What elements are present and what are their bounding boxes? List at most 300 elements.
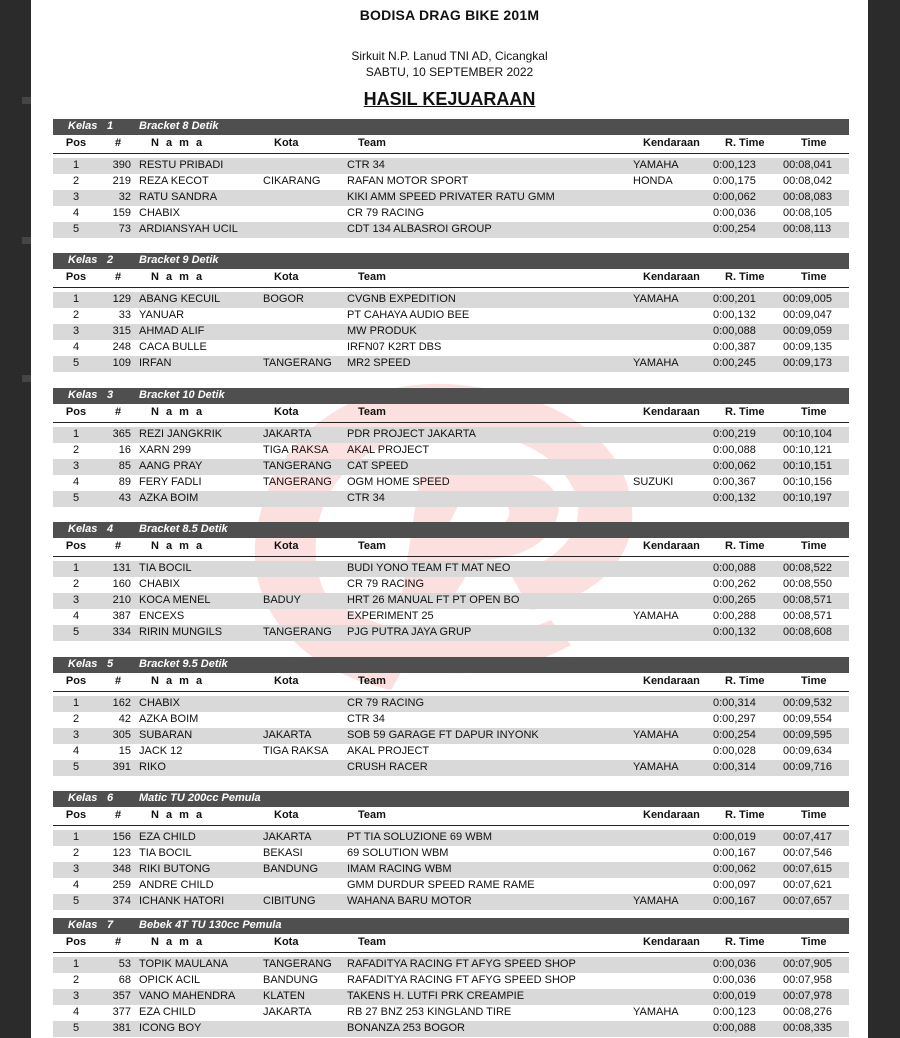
column-header-city: Kota — [274, 809, 299, 821]
result-rows — [53, 292, 849, 372]
cell-name: JACK 12 — [139, 745, 183, 757]
cell-name: AANG PRAY — [139, 460, 203, 472]
cell-pos: 1 — [72, 428, 80, 440]
class-title-bar — [53, 918, 849, 934]
cell-vehicle: YAMAHA — [633, 293, 679, 305]
cell-time: 00:09,716 — [783, 761, 832, 773]
table-row — [53, 728, 849, 744]
cell-rtime: 0:00,019 — [713, 990, 756, 1002]
cell-no: 248 — [112, 341, 131, 353]
cell-city: BANDUNG — [263, 863, 319, 875]
cell-team: SOB 59 GARAGE FT DAPUR INYONK — [347, 729, 539, 741]
cell-rtime: 0:00,175 — [713, 175, 756, 187]
class-title-bar — [53, 657, 849, 673]
column-header-team: Team — [358, 271, 386, 283]
cell-name: EZA CHILD — [139, 1006, 196, 1018]
table-row — [53, 846, 849, 862]
cell-pos: 3 — [72, 990, 80, 1002]
cell-rtime: 0:00,132 — [713, 492, 756, 504]
column-header-no: # — [115, 540, 122, 552]
cell-team: TAKENS H. LUTFI PRK CREAMPIE — [347, 990, 525, 1002]
column-header-pos: Pos — [65, 137, 87, 149]
cell-team: EXPERIMENT 25 — [347, 610, 434, 622]
cell-city: CIKARANG — [263, 175, 321, 187]
cell-time: 00:09,135 — [783, 341, 832, 353]
cell-name: ENCEXS — [139, 610, 185, 622]
cell-team: CVGNB EXPEDITION — [347, 293, 456, 305]
cell-name: CHABIX — [139, 578, 180, 590]
cell-vehicle: HONDA — [633, 175, 673, 187]
background-mark — [22, 237, 31, 244]
class-number: 3 — [107, 389, 114, 401]
class-number: 1 — [107, 120, 114, 132]
cell-pos: 5 — [72, 626, 80, 638]
cell-pos: 3 — [72, 729, 80, 741]
table-row — [53, 356, 849, 372]
cell-team: CTR 34 — [347, 713, 385, 725]
cell-pos: 1 — [72, 958, 80, 970]
cell-team: 69 SOLUTION WBM — [347, 847, 449, 859]
table-row — [53, 973, 849, 989]
cell-vehicle: YAMAHA — [633, 729, 679, 741]
cell-city: BEKASI — [263, 847, 303, 859]
table-row — [53, 989, 849, 1005]
cell-time: 00:08,550 — [783, 578, 832, 590]
cell-time: 00:10,104 — [783, 428, 832, 440]
cell-name: RIKI BUTONG — [139, 863, 211, 875]
venue-line: Sirkuit N.P. Lanud TNI AD, Cicangkal — [351, 49, 548, 63]
cell-pos: 3 — [72, 325, 80, 337]
table-header — [53, 807, 849, 826]
column-header-rtime: R. Time — [725, 406, 765, 418]
cell-no: 131 — [112, 562, 131, 574]
cell-no: 109 — [112, 357, 131, 369]
column-header-team: Team — [358, 540, 386, 552]
table-row — [53, 222, 849, 238]
cell-rtime: 0:00,088 — [713, 444, 756, 456]
cell-team: CDT 134 ALBASROI GROUP — [347, 223, 492, 235]
cell-city: BANDUNG — [263, 974, 319, 986]
cell-no: 42 — [118, 713, 131, 725]
cell-time: 00:10,151 — [783, 460, 832, 472]
column-header-pos: Pos — [65, 540, 87, 552]
cell-time: 00:08,335 — [783, 1022, 832, 1034]
cell-rtime: 0:00,219 — [713, 428, 756, 440]
cell-city: JAKARTA — [263, 428, 312, 440]
cell-team: CR 79 RACING — [347, 207, 425, 219]
cell-name: ICONG BOY — [139, 1022, 202, 1034]
cell-time: 00:07,417 — [783, 831, 832, 843]
cell-no: 129 — [112, 293, 131, 305]
column-header-vehicle: Kendaraan — [643, 406, 700, 418]
column-header-no: # — [115, 271, 122, 283]
cell-rtime: 0:00,254 — [713, 729, 756, 741]
cell-team: CTR 34 — [347, 492, 385, 504]
cell-pos: 2 — [72, 444, 80, 456]
cell-rtime: 0:00,314 — [713, 761, 756, 773]
result-rows — [53, 957, 849, 1037]
cell-name: IRFAN — [139, 357, 172, 369]
class-name: Bebek 4T TU 130cc Pemula — [139, 919, 282, 931]
cell-name: VANO MAHENDRA — [139, 990, 236, 1002]
table-row — [53, 862, 849, 878]
cell-rtime: 0:00,132 — [713, 626, 756, 638]
class-label: Kelas — [68, 792, 98, 804]
table-row — [53, 878, 849, 894]
class-name: Bracket 9.5 Detik — [139, 658, 228, 670]
table-row — [53, 158, 849, 174]
class-label: Kelas — [68, 919, 98, 931]
cell-no: 381 — [112, 1022, 131, 1034]
column-header-pos: Pos — [65, 406, 87, 418]
cell-team: CR 79 RACING — [347, 578, 425, 590]
cell-team: RAFAN MOTOR SPORT — [347, 175, 469, 187]
cell-pos: 2 — [72, 847, 80, 859]
column-header-team: Team — [358, 137, 386, 149]
column-header-team: Team — [358, 936, 386, 948]
cell-vehicle: SUZUKI — [633, 476, 674, 488]
table-row — [53, 894, 849, 910]
cell-no: 43 — [118, 492, 131, 504]
table-row — [53, 174, 849, 190]
column-header-name: N a m a — [151, 540, 205, 552]
cell-no: 391 — [112, 761, 131, 773]
cell-city: JAKARTA — [263, 1006, 312, 1018]
cell-team: IMAM RACING WBM — [347, 863, 452, 875]
column-header-city: Kota — [274, 936, 299, 948]
column-header-pos: Pos — [65, 271, 87, 283]
cell-no: 89 — [118, 476, 131, 488]
cell-city: TANGERANG — [263, 958, 332, 970]
cell-rtime: 0:00,367 — [713, 476, 756, 488]
cell-vehicle: YAMAHA — [633, 610, 679, 622]
cell-name: AZKA BOIM — [139, 713, 199, 725]
result-rows — [53, 158, 849, 238]
table-row — [53, 1021, 849, 1037]
class-number: 5 — [107, 658, 114, 670]
event-date: SABTU, 10 SEPTEMBER 2022 — [365, 65, 534, 79]
cell-team: CTR 34 — [347, 159, 385, 171]
cell-no: 53 — [118, 958, 131, 970]
column-header-city: Kota — [274, 137, 299, 149]
column-header-team: Team — [358, 675, 386, 687]
result-rows — [53, 427, 849, 507]
cell-no: 160 — [112, 578, 131, 590]
class-name: Bracket 9 Detik — [139, 254, 219, 266]
cell-rtime: 0:00,019 — [713, 831, 756, 843]
table-header — [53, 934, 849, 953]
cell-city: TIGA RAKSA — [263, 444, 329, 456]
cell-team: HRT 26 MANUAL FT PT OPEN BO — [347, 594, 520, 606]
cell-name: REZA KECOT — [139, 175, 209, 187]
class-title-bar — [53, 253, 849, 269]
cell-pos: 1 — [72, 562, 80, 574]
cell-name: AHMAD ALIF — [139, 325, 205, 337]
cell-no: 85 — [118, 460, 131, 472]
column-header-name: N a m a — [151, 271, 205, 283]
cell-name: CHABIX — [139, 697, 180, 709]
cell-rtime: 0:00,088 — [713, 325, 756, 337]
cell-pos: 2 — [72, 713, 80, 725]
cell-city: BADUY — [263, 594, 301, 606]
table-header — [53, 269, 849, 288]
cell-time: 00:07,978 — [783, 990, 832, 1002]
cell-team: BONANZA 253 BOGOR — [347, 1022, 465, 1034]
class-title-bar — [53, 388, 849, 404]
cell-rtime: 0:00,028 — [713, 745, 756, 757]
cell-pos: 3 — [72, 594, 80, 606]
cell-city: KLATEN — [263, 990, 305, 1002]
cell-time: 00:07,621 — [783, 879, 832, 891]
cell-time: 00:09,173 — [783, 357, 832, 369]
cell-city: TANGERANG — [263, 357, 332, 369]
table-row — [53, 427, 849, 443]
cell-team: RB 27 BNZ 253 KINGLAND TIRE — [347, 1006, 512, 1018]
cell-rtime: 0:00,088 — [713, 1022, 756, 1034]
cell-time: 00:09,634 — [783, 745, 832, 757]
cell-pos: 4 — [72, 341, 80, 353]
cell-team: KIKI AMM SPEED PRIVATER RATU GMM — [347, 191, 555, 203]
cell-no: 315 — [112, 325, 131, 337]
cell-time: 00:08,571 — [783, 610, 832, 622]
column-header-rtime: R. Time — [725, 936, 765, 948]
cell-time: 00:10,121 — [783, 444, 832, 456]
cell-time: 00:08,276 — [783, 1006, 832, 1018]
cell-city: CIBITUNG — [263, 895, 316, 907]
cell-team: PT TIA SOLUZIONE 69 WBM — [347, 831, 493, 843]
column-header-time: Time — [801, 137, 827, 149]
cell-name: REZI JANGKRIK — [139, 428, 223, 440]
cell-team: GMM DURDUR SPEED RAME RAME — [347, 879, 535, 891]
cell-name: YANUAR — [139, 309, 185, 321]
column-header-no: # — [115, 675, 122, 687]
column-header-time: Time — [801, 406, 827, 418]
cell-pos: 4 — [72, 610, 80, 622]
cell-name: RIRIN MUNGILS — [139, 626, 223, 638]
class-label: Kelas — [68, 658, 98, 670]
cell-name: KOCA MENEL — [139, 594, 211, 606]
cell-rtime: 0:00,167 — [713, 895, 756, 907]
class-label: Kelas — [68, 120, 98, 132]
class-title-bar — [53, 119, 849, 135]
cell-name: RIKO — [139, 761, 166, 773]
cell-name: CACA BULLE — [139, 341, 207, 353]
class-section — [53, 522, 849, 641]
column-header-name: N a m a — [151, 809, 205, 821]
table-row — [53, 577, 849, 593]
cell-time: 00:07,905 — [783, 958, 832, 970]
cell-no: 374 — [112, 895, 131, 907]
table-row — [53, 292, 849, 308]
column-header-vehicle: Kendaraan — [643, 540, 700, 552]
cell-rtime: 0:00,036 — [713, 974, 756, 986]
cell-time: 00:08,113 — [783, 223, 832, 235]
cell-no: 377 — [112, 1006, 131, 1018]
cell-name: TIA BOCIL — [139, 562, 192, 574]
column-header-no: # — [115, 137, 122, 149]
cell-rtime: 0:00,123 — [713, 159, 756, 171]
column-header-team: Team — [358, 809, 386, 821]
cell-pos: 2 — [72, 175, 80, 187]
cell-no: 73 — [118, 223, 131, 235]
table-row — [53, 324, 849, 340]
table-row — [53, 1005, 849, 1021]
class-name: Bracket 8.5 Detik — [139, 523, 228, 535]
cell-no: 156 — [112, 831, 131, 843]
cell-vehicle: YAMAHA — [633, 1006, 679, 1018]
table-row — [53, 340, 849, 356]
cell-pos: 1 — [72, 293, 80, 305]
table-row — [53, 459, 849, 475]
class-label: Kelas — [68, 389, 98, 401]
cell-rtime: 0:00,132 — [713, 309, 756, 321]
table-row — [53, 609, 849, 625]
column-header-pos: Pos — [65, 675, 87, 687]
cell-no: 387 — [112, 610, 131, 622]
cell-vehicle: YAMAHA — [633, 761, 679, 773]
column-header-vehicle: Kendaraan — [643, 809, 700, 821]
cell-pos: 5 — [72, 761, 80, 773]
cell-team: CRUSH RACER — [347, 761, 428, 773]
column-header-city: Kota — [274, 271, 299, 283]
cell-team: PJG PUTRA JAYA GRUP — [347, 626, 472, 638]
cell-vehicle: YAMAHA — [633, 895, 679, 907]
cell-pos: 4 — [72, 207, 80, 219]
cell-no: 32 — [118, 191, 131, 203]
class-label: Kelas — [68, 254, 98, 266]
cell-vehicle: YAMAHA — [633, 159, 679, 171]
cell-name: XARN 299 — [139, 444, 191, 456]
column-header-time: Time — [801, 809, 827, 821]
class-number: 4 — [107, 523, 114, 535]
cell-time: 00:08,608 — [783, 626, 832, 638]
document-page — [31, 0, 868, 1038]
class-name: Bracket 8 Detik — [139, 120, 219, 132]
cell-time: 00:09,047 — [783, 309, 832, 321]
cell-pos: 5 — [72, 492, 80, 504]
cell-pos: 2 — [72, 309, 80, 321]
column-header-no: # — [115, 406, 122, 418]
result-rows — [53, 830, 849, 910]
cell-time: 00:07,546 — [783, 847, 832, 859]
cell-rtime: 0:00,297 — [713, 713, 756, 725]
cell-team: PDR PROJECT JAKARTA — [347, 428, 476, 440]
class-name: Bracket 10 Detik — [139, 389, 225, 401]
cell-city: TANGERANG — [263, 460, 332, 472]
table-header — [53, 404, 849, 423]
class-title-bar — [53, 791, 849, 807]
column-header-rtime: R. Time — [725, 675, 765, 687]
background-mark — [22, 97, 31, 104]
cell-no: 15 — [118, 745, 131, 757]
cell-pos: 5 — [72, 1022, 80, 1034]
column-header-pos: Pos — [65, 936, 87, 948]
table-row — [53, 443, 849, 459]
cell-city: TANGERANG — [263, 626, 332, 638]
column-header-vehicle: Kendaraan — [643, 271, 700, 283]
cell-team: CAT SPEED — [347, 460, 409, 472]
cell-pos: 4 — [72, 1006, 80, 1018]
cell-team: MW PRODUK — [347, 325, 417, 337]
cell-name: ARDIANSYAH UCIL — [139, 223, 238, 235]
table-row — [53, 593, 849, 609]
cell-city: BOGOR — [263, 293, 304, 305]
cell-pos: 1 — [72, 831, 80, 843]
column-header-vehicle: Kendaraan — [643, 675, 700, 687]
cell-team: BUDI YONO TEAM FT MAT NEO — [347, 562, 511, 574]
column-header-time: Time — [801, 675, 827, 687]
table-row — [53, 190, 849, 206]
table-row — [53, 696, 849, 712]
cell-name: ABANG KECUIL — [139, 293, 221, 305]
cell-no: 123 — [112, 847, 131, 859]
cell-team: MR2 SPEED — [347, 357, 411, 369]
cell-pos: 3 — [72, 863, 80, 875]
cell-rtime: 0:00,262 — [713, 578, 756, 590]
column-header-rtime: R. Time — [725, 271, 765, 283]
table-row — [53, 491, 849, 507]
cell-name: FERY FADLI — [139, 476, 202, 488]
cell-pos: 1 — [72, 159, 80, 171]
column-header-vehicle: Kendaraan — [643, 137, 700, 149]
cell-no: 162 — [112, 697, 131, 709]
cell-rtime: 0:00,167 — [713, 847, 756, 859]
cell-rtime: 0:00,062 — [713, 460, 756, 472]
cell-pos: 4 — [72, 879, 80, 891]
cell-time: 00:08,041 — [783, 159, 832, 171]
cell-vehicle: YAMAHA — [633, 357, 679, 369]
cell-team: IRFN07 K2RT DBS — [347, 341, 442, 353]
cell-pos: 3 — [72, 460, 80, 472]
cell-name: TOPIK MAULANA — [139, 958, 229, 970]
cell-pos: 4 — [72, 476, 80, 488]
table-row — [53, 760, 849, 776]
cell-city: JAKARTA — [263, 729, 312, 741]
cell-team: PT CAHAYA AUDIO BEE — [347, 309, 470, 321]
column-header-name: N a m a — [151, 675, 205, 687]
column-header-rtime: R. Time — [725, 137, 765, 149]
column-header-no: # — [115, 809, 122, 821]
cell-rtime: 0:00,387 — [713, 341, 756, 353]
cell-time: 00:09,532 — [783, 697, 832, 709]
class-name: Matic TU 200cc Pemula — [139, 792, 261, 804]
cell-pos: 5 — [72, 357, 80, 369]
cell-pos: 2 — [72, 578, 80, 590]
cell-team: RAFADITYA RACING FT AFYG SPEED SHOP — [347, 974, 576, 986]
cell-time: 00:09,595 — [783, 729, 832, 741]
class-section — [53, 119, 849, 238]
table-row — [53, 475, 849, 491]
cell-no: 68 — [118, 974, 131, 986]
cell-rtime: 0:00,201 — [713, 293, 756, 305]
cell-name: ICHANK HATORI — [139, 895, 225, 907]
cell-name: OPICK ACIL — [139, 974, 201, 986]
class-title-bar — [53, 522, 849, 538]
cell-no: 159 — [112, 207, 131, 219]
cell-no: 357 — [112, 990, 131, 1002]
cell-pos: 3 — [72, 191, 80, 203]
class-section — [53, 388, 849, 507]
cell-time: 00:08,571 — [783, 594, 832, 606]
column-header-name: N a m a — [151, 936, 205, 948]
cell-name: RATU SANDRA — [139, 191, 218, 203]
cell-no: 210 — [112, 594, 131, 606]
cell-city: JAKARTA — [263, 831, 312, 843]
column-header-pos: Pos — [65, 809, 87, 821]
table-header — [53, 673, 849, 692]
cell-time: 00:08,083 — [783, 191, 832, 203]
column-header-vehicle: Kendaraan — [643, 936, 700, 948]
